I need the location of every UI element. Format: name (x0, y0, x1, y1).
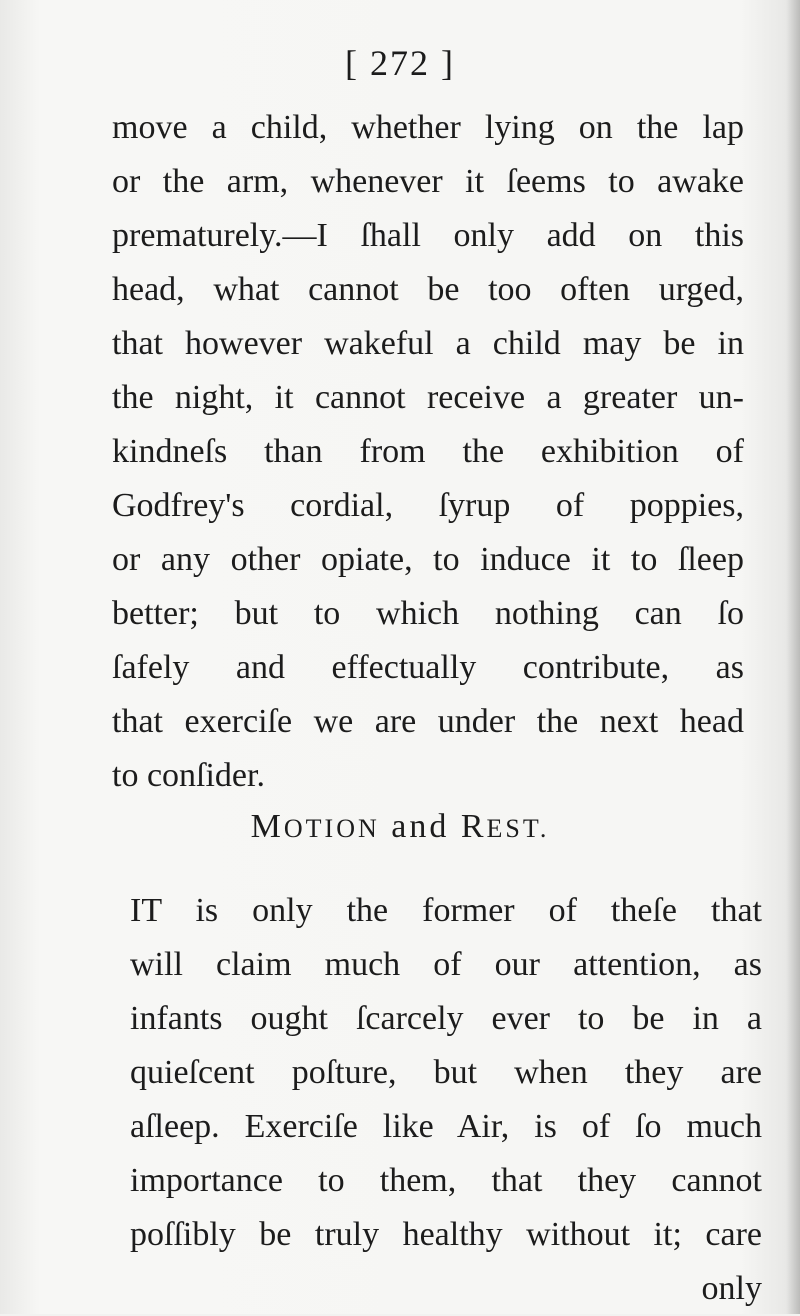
paragraph-line: better; but to which nothing can ſo (112, 595, 744, 632)
paragraph-line: move a child, whether lying on the lap (112, 109, 744, 146)
paragraph-line: aſleep. Exerciſe like Air, is of ſo much (130, 1108, 762, 1145)
paragraph-line: IT is only the former of theſe that (130, 892, 762, 929)
heading-smallcaps: EST. (486, 814, 550, 843)
paragraph-line: that however wakeful a child may be in (112, 325, 744, 362)
section-heading (0, 808, 800, 846)
paragraph-line: head, what cannot be too often urged, (112, 271, 744, 308)
heading-smallcaps: OTION (283, 814, 380, 843)
paragraph-line: quieſcent poſture, but when they are (130, 1054, 762, 1091)
paragraph-line: prematurely.—I ſhall only add on this (112, 217, 744, 254)
heading-initial: R (460, 808, 487, 845)
paragraph-line: ſafely and effectually contribute, as (112, 649, 744, 686)
paragraph-line: poſſibly be truly healthy without it; care (130, 1216, 762, 1253)
paragraph-line: infants ought ſcarcely ever to be in a (130, 1000, 762, 1037)
paragraph-line: will claim much of our attention, as (130, 946, 762, 983)
page-number: [ 272 ] (345, 43, 455, 83)
paragraph-line: kindneſs than from the exhibition of (112, 433, 744, 470)
paragraph-line: or the arm, whenever it ſeems to awake (112, 163, 744, 200)
heading-initial: M (250, 808, 284, 845)
heading-conjunction: and (379, 808, 461, 845)
catchword: only (701, 1270, 762, 1307)
paragraph-line: that exerciſe we are under the next head (112, 703, 744, 740)
page-edge-shadow (786, 0, 800, 1314)
paragraph-line: Godfrey's cordial, ſyrup of poppies, (112, 487, 744, 524)
paragraph-line: importance to them, that they cannot (130, 1162, 762, 1199)
paragraph-line: or any other opiate, to induce it to ſleep (112, 541, 744, 578)
paragraph-line: to conſider. (112, 757, 265, 794)
paragraph-line: the night, it cannot receive a greater un- (112, 379, 744, 416)
